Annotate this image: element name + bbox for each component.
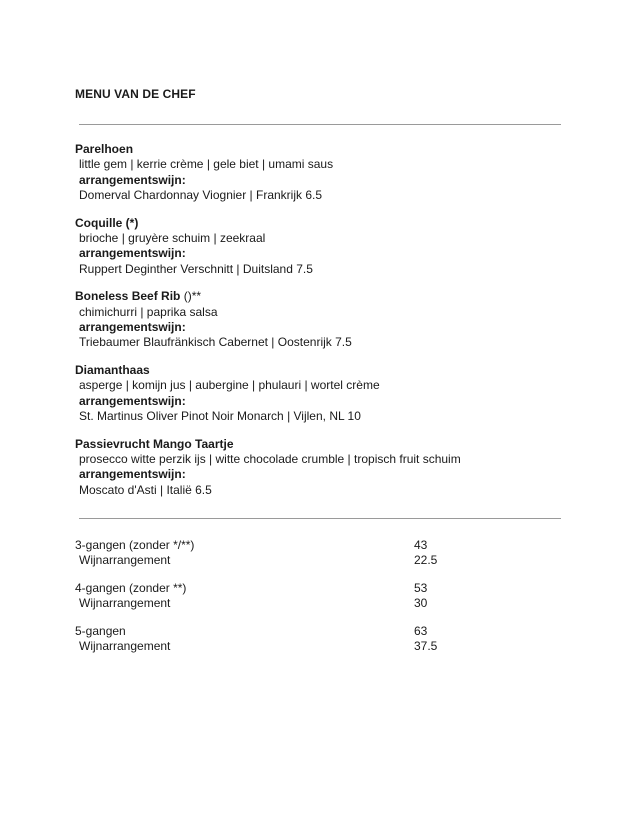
pairing-wine: Triebaumer Blaufränkisch Cabernet | Oostenrijk 7.5 [79,335,352,350]
pairing-wine: Ruppert Deginther Verschnitt | Duitsland 7.5 [79,261,313,276]
course-description: little gem | kerrie crème | gele biet | umami saus [79,157,334,172]
pairing-label: arrangementswijn: [79,467,186,482]
wine-pairing-price: 37.5 [414,638,438,653]
course-item [75,363,575,425]
course-count-row [75,624,495,639]
course-name: Coquille (*) [75,215,139,230]
course-count-label: 3-gangen (zonder */**) [75,538,195,552]
price-option [75,624,495,655]
wine-pairing-row [75,596,495,611]
pairing-label: arrangementswijn: [79,393,186,408]
wine-pairing-label: Wijnarrangement [79,553,171,568]
price-list [75,538,495,666]
pairing-wine: Moscato d'Asti | Italië 6.5 [79,482,212,497]
wine-pairing-row [75,639,495,654]
course-count-price: 53 [414,580,428,595]
wine-pairing-label: Wijnarrangement [79,596,171,611]
course-item [75,437,575,499]
course-description: brioche | gruyère schuim | zeekraal [79,231,266,246]
course-count-price: 63 [414,623,428,638]
pairing-label: arrangementswijn: [79,246,186,261]
course-count-price: 43 [414,538,428,552]
wine-pairing-label: Wijnarrangement [79,638,171,653]
course-count-label: 4-gangen (zonder **) [75,580,187,595]
course-name: Diamanthaas [75,362,150,377]
pairing-label: arrangementswijn: [79,320,186,335]
top-divider [79,124,561,125]
price-option [75,538,495,569]
wine-pairing-row [75,553,495,568]
pairing-wine: St. Martinus Oliver Pinot Noir Monarch | Vijlen, NL 10 [79,409,361,424]
course-item [75,289,575,351]
course-description: asperge | komijn jus | aubergine | phulauri | wortel crème [79,378,380,393]
course-name: Parelhoen [75,142,134,156]
course-item [75,216,575,278]
pairing-label: arrangementswijn: [79,172,186,187]
course-name: Boneless Beef Rib ()** [75,289,202,304]
menu-title: MENU VAN DE CHEF [75,87,196,101]
course-count-row [75,538,495,553]
course-count-row [75,581,495,596]
pairing-wine: Domerval Chardonnay Viognier | Frankrijk 6.5 [79,188,323,203]
course-name: Passievrucht Mango Taartje [75,436,234,451]
wine-pairing-price: 22.5 [414,553,438,568]
course-count-label: 5-gangen [75,623,126,638]
course-description: prosecco witte perzik ijs | witte chocolade crumble | tropisch fruit schuim [79,451,461,466]
price-divider [79,518,561,519]
price-option [75,581,495,612]
course-item [75,142,575,204]
course-list [75,142,575,510]
course-description: chimichurri | paprika salsa [79,304,218,319]
wine-pairing-price: 30 [414,596,428,611]
